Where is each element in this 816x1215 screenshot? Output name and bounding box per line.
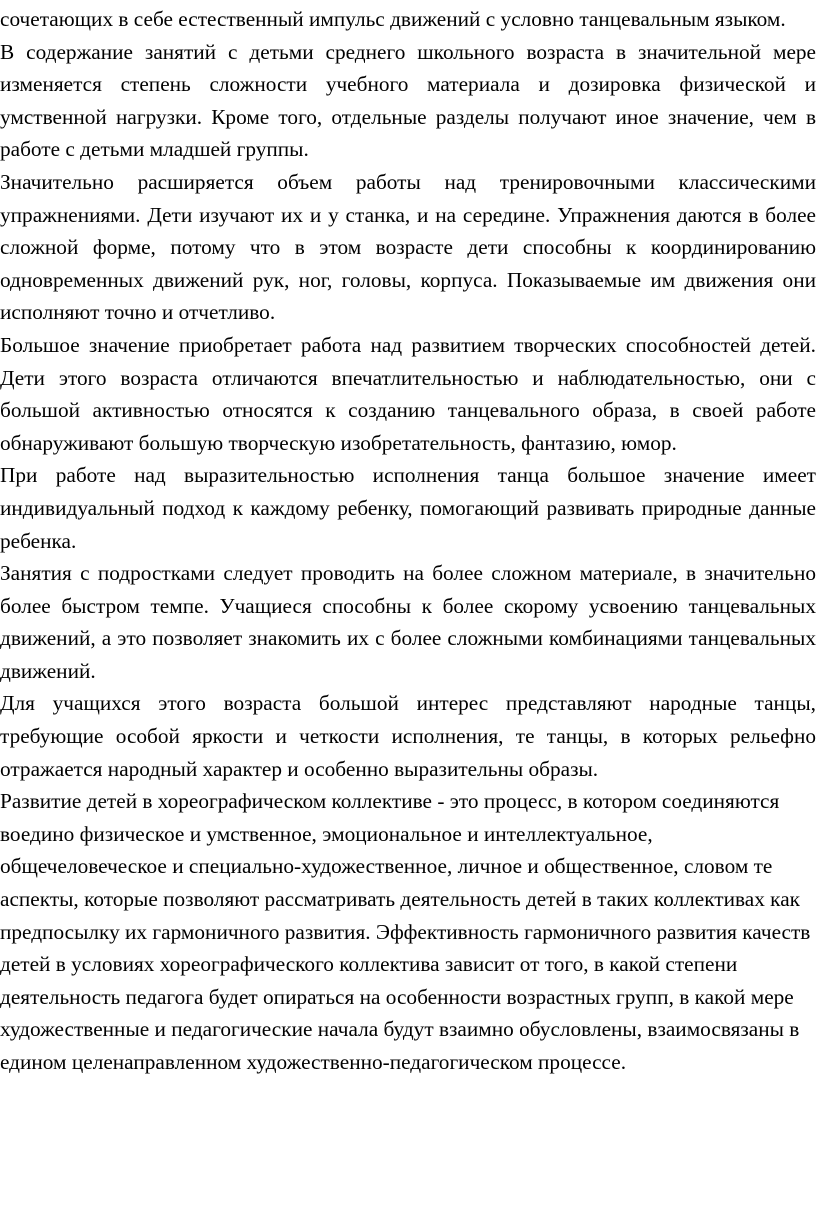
paragraph-4: Большое значение приобретает работа над развитием творческих способностей детей. Дети этого возраста отличаются впечатлительностью и наблюдательностью, они с большой активностью относятся к созданию танцевального образа, в своей работе обнаруживают большую творческую изобретательность, фантазию, юмор. [0, 332, 816, 455]
paragraph-2: В содержание занятий с детьми среднего школьного возраста в значительной мере изменяется степень сложности учебного материала и дозировка физической и умственной нагрузки. Кроме того, отдельные разделы получают иное значение, чем в работе с детьми младшей группы. [0, 39, 816, 162]
paragraph-1: сочетающих в себе естественный импульс движений с условно танцевальным языком. [0, 7, 786, 31]
paragraph-5: При работе над выразительностью исполнения танца большое значение имеет индивидуальный подход к каждому ребенку, помогающий развивать природные данные ребенка. [0, 463, 816, 553]
paragraph-8: Развитие детей в хореографическом коллективе - это процесс, в котором соединяются воедино физическое и умственное, эмоциональное и интеллектуальное, общечеловеческое и специально-художественное, личное и общественное, словом те аспекты, которые позволяют рассматривать деятельность детей в таких коллективах как предпосылку их гармоничного развития. Эффективность гармоничного развития качеств детей в условиях хореографического коллектива зависит от того, в какой степени деятельность педагога будет опираться на особенности возрастных групп, в какой мере художественные и педагогические начала будут взаимно обусловлены, взаимосвязаны в едином целенаправленном художественно-педагогическом процессе. [0, 789, 811, 1074]
paragraph-6: Занятия с подростками следует проводить на более сложном материале, в значительно более быстром темпе. Учащиеся способны к более скорому усвоению танцевальных движений, а это позволяет знакомить их с более сложными комбинациями танцевальных движений. [0, 561, 816, 683]
paragraph-7: Для учащихся этого возраста большой интерес представляют народные танцы, требующие особой яркости и четкости исполнения, те танцы, в которых рельефно отражается народный характер и особенно выразительны образы. [0, 691, 816, 781]
paragraph-3: Значительно расширяется объем работы над тренировочными классическими упражнениями. Дети изучают их и у станка, и на середине. Упражнения даются в более сложной форме, потому что в этом возрасте дети способны к координированию одновременных движений рук, ног, головы, корпуса. Показываемые им движения они исполняют точно и отчетливо. [0, 169, 816, 325]
